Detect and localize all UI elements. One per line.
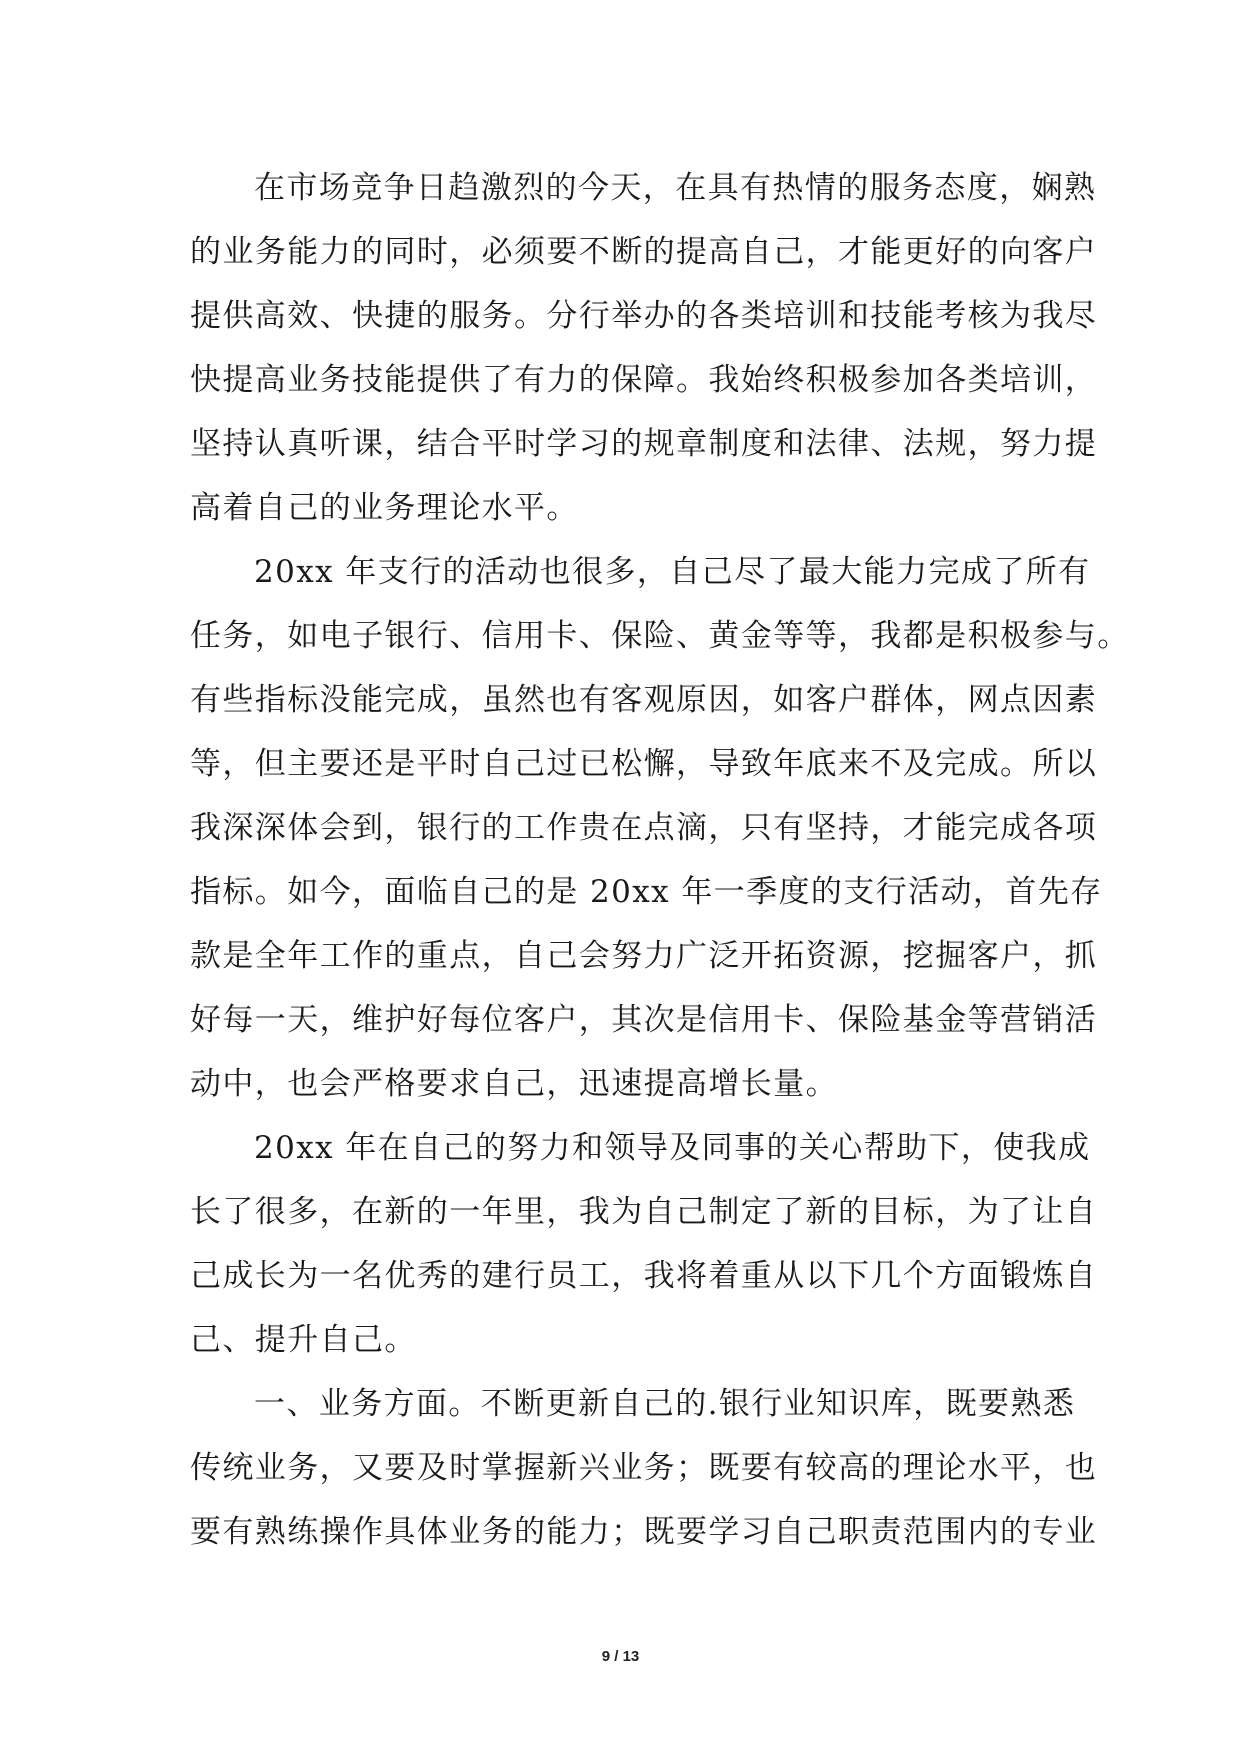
paragraph-4 bbox=[190, 1376, 1098, 1568]
text-line: 坚持认真听课，结合平时学习的规章制度和法律、法规，努力提 bbox=[190, 426, 1098, 462]
text-line: 任务，如电子银行、信用卡、保险、黄金等等，我都是积极参与。 bbox=[190, 618, 1130, 654]
text-line: 的业务能力的同时，必须要不断的提高自己，才能更好的向客户 bbox=[190, 234, 1098, 270]
text-line: 我深深体会到，银行的工作贵在点滴，只有坚持，才能完成各项 bbox=[190, 810, 1098, 846]
text-line: 有些指标没能完成，虽然也有客观原因，如客户群体，网点因素 bbox=[190, 682, 1098, 718]
text-line: 指标。如今，面临自己的是 20xx 年一季度的支行活动，首先存 bbox=[190, 874, 1103, 910]
paragraph-3 bbox=[190, 1120, 1098, 1376]
text-line: 长了很多，在新的一年里，我为自己制定了新的目标，为了让自 bbox=[190, 1194, 1098, 1230]
text-line: 20xx 年在自己的努力和领导及同事的关心帮助下，使我成 bbox=[254, 1130, 1091, 1166]
text-line: 要有熟练操作具体业务的能力；既要学习自己职责范围内的专业 bbox=[190, 1514, 1098, 1550]
paragraph-1 bbox=[190, 160, 1098, 544]
text-line: 好每一天，维护好每位客户，其次是信用卡、保险基金等营销活 bbox=[190, 1002, 1098, 1038]
page-number: 9 / 13 bbox=[601, 1648, 640, 1665]
text-line: 一、业务方面。不断更新自己的.银行业知识库，既要熟悉 bbox=[254, 1386, 1076, 1422]
text-line: 款是全年工作的重点，自己会努力广泛开拓资源，挖掘客户，抓 bbox=[190, 938, 1098, 974]
document-body bbox=[190, 160, 1130, 1568]
text-line: 在市场竞争日趋激烈的今天，在具有热情的服务态度，娴熟 bbox=[254, 170, 1097, 206]
text-line: 高着自己的业务理论水平。 bbox=[190, 490, 579, 526]
text-line: 己成长为一名优秀的建行员工，我将着重从以下几个方面锻炼自 bbox=[190, 1258, 1098, 1294]
text-line: 快提高业务技能提供了有力的保障。我始终积极参加各类培训， bbox=[190, 362, 1098, 398]
text-line: 提供高效、快捷的服务。分行举办的各类培训和技能考核为我尽 bbox=[190, 298, 1098, 334]
text-line: 动中，也会严格要求自己，迅速提高增长量。 bbox=[190, 1066, 838, 1102]
paragraph-2 bbox=[190, 544, 1130, 1120]
text-line: 20xx 年支行的活动也很多，自己尽了最大能力完成了所有 bbox=[254, 554, 1091, 590]
text-line: 传统业务，又要及时掌握新兴业务；既要有较高的理论水平，也 bbox=[190, 1450, 1098, 1486]
text-line: 等，但主要还是平时自己过已松懈，导致年底来不及完成。所以 bbox=[190, 746, 1098, 782]
text-line: 己、提升自己。 bbox=[190, 1322, 417, 1358]
